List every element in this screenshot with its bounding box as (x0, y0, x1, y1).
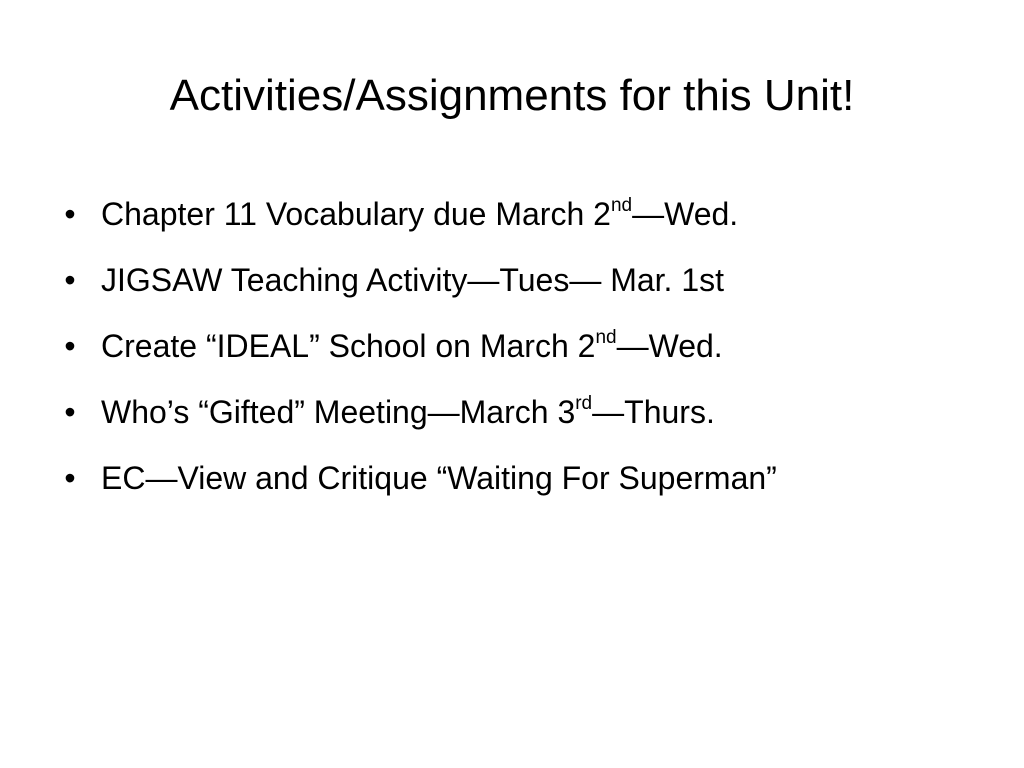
bullet-icon: • (64, 460, 76, 496)
item-text-tail: —Wed. (616, 328, 723, 364)
item-text: JIGSAW Teaching Activity—Tues— Mar. 1st (101, 262, 725, 298)
list-item (60, 252, 960, 308)
item-text: Chapter 11 Vocabulary due March 2 (101, 196, 611, 232)
bullet-icon: • (64, 328, 76, 364)
item-superscript: nd (610, 195, 633, 217)
list-item (60, 384, 960, 440)
list-item (60, 450, 831, 506)
slide-title: Activities/Assignments for this Unit! (169, 71, 855, 120)
bullet-icon: • (64, 262, 76, 298)
list-item (60, 318, 960, 374)
item-text: Who’s “Gifted” Meeting—March 3 (101, 394, 576, 430)
bullet-list (60, 186, 960, 516)
item-text: Create “IDEAL” School on March 2 (101, 328, 596, 364)
bullet-icon: • (64, 394, 76, 430)
item-text-tail: —Thurs. (592, 394, 715, 430)
bullet-icon: • (64, 196, 76, 232)
item-superscript: rd (575, 393, 593, 415)
item-superscript: nd (595, 327, 617, 349)
list-item (60, 186, 960, 242)
item-text-tail: —Wed. (632, 196, 739, 232)
item-text: EC—View and Critique “Waiting For Superman” (101, 460, 777, 496)
